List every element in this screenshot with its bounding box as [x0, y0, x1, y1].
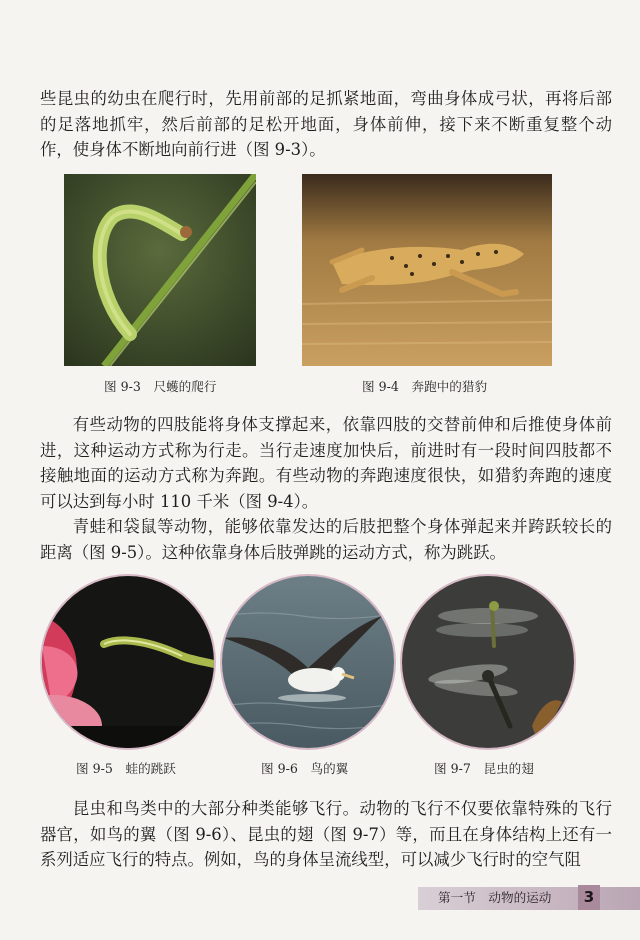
- photo-inchworm: [64, 174, 256, 366]
- caption-figure-9-5: 图 9-5 蛙的跳跃: [76, 761, 176, 776]
- photo-albatross-wing: [222, 576, 394, 748]
- photo-dragonfly-wings: [402, 576, 574, 748]
- photo-cheetah: [302, 174, 552, 366]
- caption-figure-9-6: 图 9-6 鸟的翼: [261, 761, 349, 776]
- paragraph-crawling: 些昆虫的幼虫在爬行时，先用前部的足抓紧地面，弯曲身体成弓状，再将后部的足落地抓牢，然后前部的足松开地面，身体前伸，接下来不断重复整个动作，使身体不断地向前行进（图 9-3）。: [40, 89, 612, 159]
- paragraph-jumping: 青蛙和袋鼠等动物，能够依靠发达的后肢把整个身体弹起来并跨跃较长的距离（图 9-5）。这种依靠身体后肢弹跳的运动方式，称为跳跃。: [40, 517, 612, 562]
- caption-figure-9-3: 图 9-3 尺蠖的爬行: [104, 379, 217, 394]
- page-number: 3: [578, 885, 600, 910]
- photo-frog-jumping: [42, 576, 214, 748]
- paragraph-walking-running: 有些动物的四肢能将身体支撑起来，依靠四肢的交替前伸和后推使身体前进，这种运动方式称为行走。当行走速度加快后，前进时有一段时间四肢都不接触地面的运动方式称为奔跑。有些动物的奔跑速度很快，如猎豹奔跑的速度可以达到每小时 110 千米（图 9-4）。: [40, 415, 612, 511]
- caption-figure-9-4: 图 9-4 奔跑中的猎豹: [362, 379, 488, 394]
- caption-figure-9-7: 图 9-7 昆虫的翅: [434, 761, 534, 776]
- footer-section-title: 第一节 动物的运动: [438, 890, 552, 905]
- paragraph-flying: 昆虫和鸟类中的大部分种类能够飞行。动物的飞行不仅要依靠特殊的飞行器官，如鸟的翼（图 9-6）、昆虫的翅（图 9-7）等，而且在身体结构上还有一系列适应飞行的特点。例如，鸟的身体呈流线型，可以减少飞行时的空气阻: [40, 799, 612, 869]
